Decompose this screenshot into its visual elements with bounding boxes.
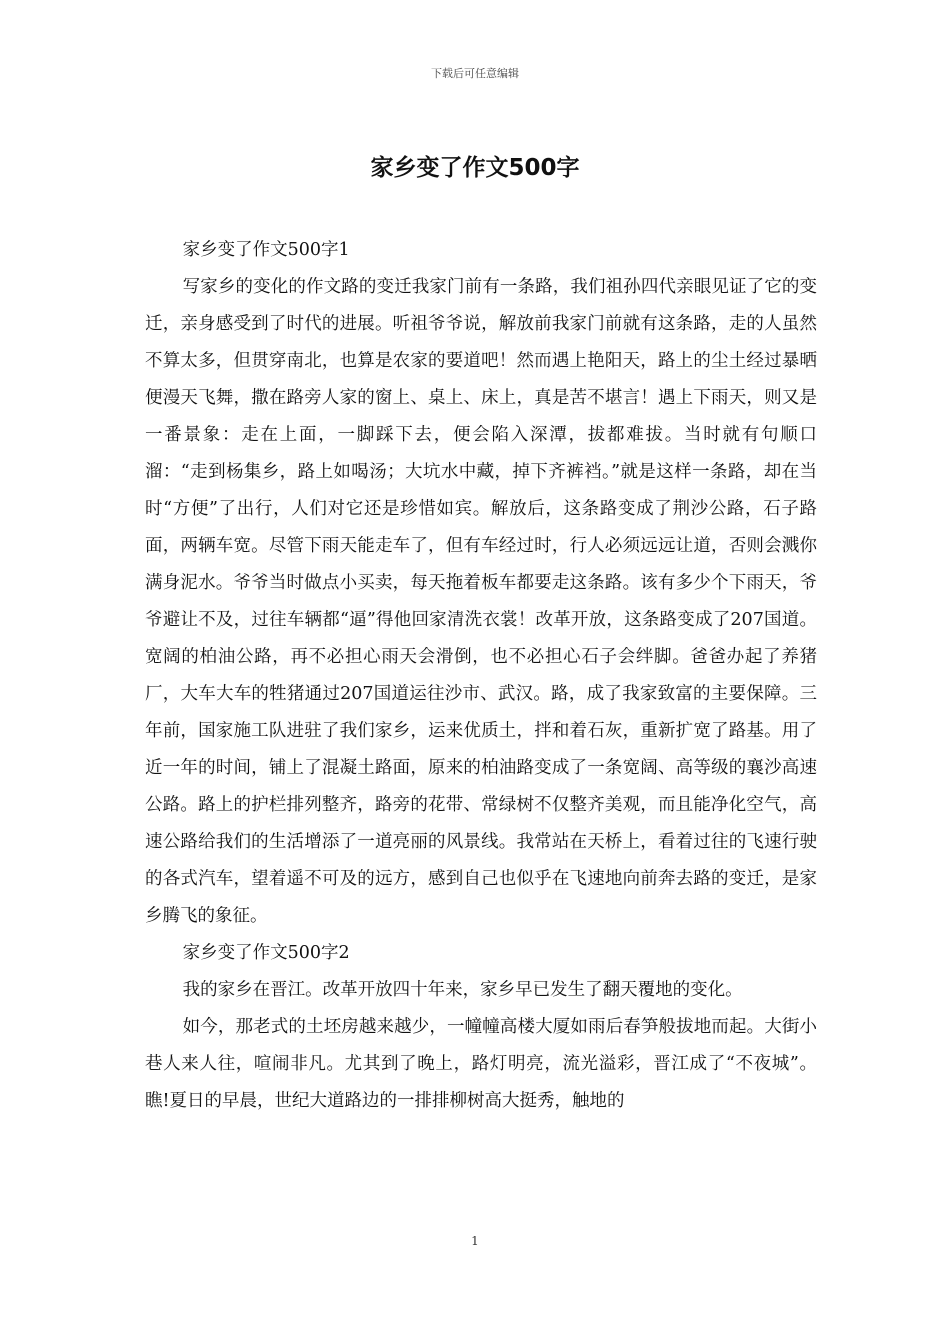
document-title: 家乡变了作文500字 [370,155,580,181]
body-paragraph-3: 如今，那老式的土坯房越来越少，一幢幢高楼大厦如雨后春笋般拔地而起。大街小巷人来人往，喧闹非凡。尤其到了晚上，路灯明亮，流光溢彩，晋江成了“不夜城”。瞧!夏日的早晨，世纪大道路边的一排排柳树高大挺秀，触地的 [145,1017,817,1111]
page-header-note: 下载后可任意编辑 [431,67,519,80]
document-body [145,232,817,1120]
section-heading-1: 家乡变了作文500字1 [182,240,350,260]
body-paragraph-1: 写家乡的变化的作文路的变迁我家门前有一条路，我们祖孙四代亲眼见证了它的变迁，亲身感受到了时代的进展。听祖爷爷说，解放前我家门前就有这条路，走的人虽然不算太多，但贯穿南北，也算是农家的要道吧！然而遇上艳阳天，路上的尘土经过暴晒便漫天飞舞，撒在路旁人家的窗上、桌上、床上，真是苦不堪言！遇上下雨天，则又是一番景象：走在上面，一脚踩下去，便会陷入深潭，拔都难拔。当时就有句顺口溜：“走到杨集乡，路上如喝汤；大坑水中藏，掉下齐裤裆。”就是这样一条路，却在当时“方便”了出行，人们对它还是珍惜如宾。解放后，这条路变成了荆沙公路，石子路面，两辆车宽。尽管下雨天能走车了，但有车经过时，行人必须远远让道，否则会溅你满身泥水。爷爷当时做点小买卖，每天拖着板车都要走这条路。该有多少个下雨天，爷爷避让不及，过往车辆都“逼”得他回家清洗衣裳！改革开放，这条路变成了207国道。宽阔的柏油公路，再不必担心雨天会滑倒，也不必担心石子会绊脚。爸爸办起了养猪厂，大车大车的牲猪通过207国道运往沙市、武汉。路，成了我家致富的主要保障。三年前，国家施工队进驻了我们家乡，运来优质土，拌和着石灰，重新扩宽了路基。用了近一年的时间，铺上了混凝土路面，原来的柏油路变成了一条宽阔、高等级的襄沙高速公路。路上的护栏排列整齐，路旁的花带、常绿树不仅整齐美观，而且能净化空气，高速公路给我们的生活增添了一道亮丽的风景线。我常站在天桥上，看着过往的飞速行驶的各式汽车，望着遥不可及的远方，感到自己也似乎在飞速地向前奔去路的变迁，是家乡腾飞的象征。 [145,277,817,926]
section-heading-2: 家乡变了作文500字2 [182,943,350,963]
body-paragraph-2: 我的家乡在晋江。改革开放四十年来，家乡早已发生了翻天覆地的变化。 [182,980,743,1000]
page-number: 1 [471,1234,479,1248]
